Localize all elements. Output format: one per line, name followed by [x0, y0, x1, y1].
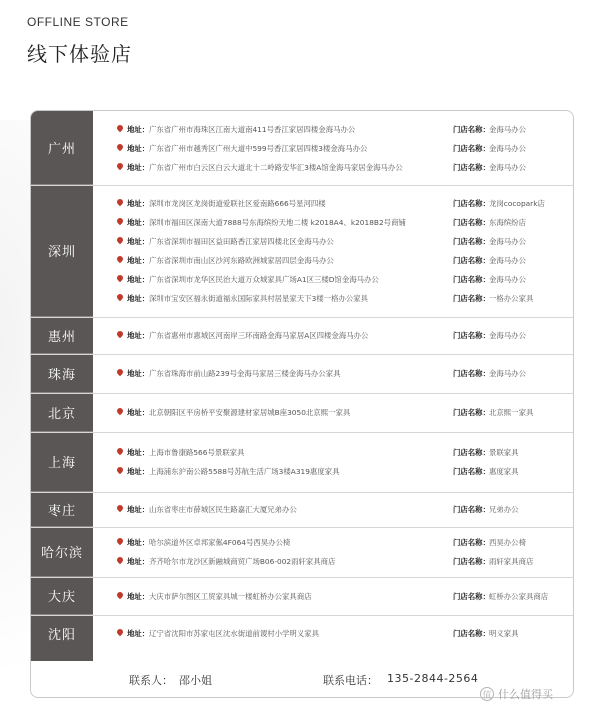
- address-label: 地址：: [127, 331, 150, 340]
- shop-name: 西昊办公椅: [489, 538, 526, 547]
- store-entries: [93, 317, 573, 354]
- shop-name: 金海马办公: [489, 124, 526, 134]
- store-entry: [93, 289, 573, 308]
- store-entries: [93, 111, 573, 185]
- store-list-card: [30, 110, 574, 698]
- shop-name-label: 门店名称：: [453, 218, 490, 227]
- phone-number[interactable]: 135-2844-2564: [387, 672, 479, 685]
- shop-name: 景联家具: [489, 448, 519, 457]
- address-label: 地址：: [127, 256, 150, 265]
- store-entry: [93, 533, 573, 552]
- store-entry: [93, 213, 573, 232]
- address-label: 地址：: [127, 369, 150, 378]
- address-label: 地址：: [127, 408, 150, 417]
- address-label: 地址：: [127, 538, 150, 547]
- shop-name-label: 门店名称：: [453, 162, 490, 172]
- store-entries: [93, 185, 573, 317]
- store-entries: [93, 354, 573, 393]
- address-label: 地址：: [127, 199, 150, 208]
- store-address: 深圳市宝安区福永街道福永国际家具村居星家天下3楼一格办公家具: [149, 294, 369, 303]
- store-address: 上海浦东沪南公路5588号苏航生活广场3楼A319惠度家具: [149, 467, 340, 476]
- store-entries: [93, 432, 573, 492]
- region-row: [31, 185, 573, 318]
- store-address: 上海市鲁康路566号景联家具: [149, 448, 245, 457]
- store-entry: [93, 624, 573, 643]
- location-pin-icon: [117, 199, 123, 205]
- location-pin-icon: [117, 408, 123, 414]
- store-entry: [93, 462, 573, 481]
- store-address: 广东省深圳市龙华区民治大道万众城家具广场A1区三楼D馆金海马办公: [149, 275, 379, 284]
- address-label: 地址：: [127, 124, 150, 134]
- shop-name: 惠度家具: [489, 467, 519, 476]
- address-label: 地址：: [127, 218, 150, 227]
- shop-name-label: 门店名称：: [453, 467, 490, 476]
- address-label: 地址：: [127, 294, 150, 303]
- shop-name: 金海马办公: [489, 162, 526, 172]
- header-subtitle: OFFLINE STORE: [27, 15, 129, 29]
- city-label: 广州: [31, 111, 93, 185]
- address-label: 地址：: [127, 237, 150, 246]
- region-row: [31, 615, 573, 652]
- store-entry: [93, 120, 573, 139]
- store-entry: [93, 251, 573, 270]
- store-entries: [93, 615, 573, 652]
- address-label: 地址：: [127, 557, 150, 566]
- shop-name-label: 门店名称：: [453, 294, 490, 303]
- address-label: 地址：: [127, 448, 150, 457]
- location-pin-icon: [117, 369, 123, 375]
- contact-name: 邵小姐: [179, 674, 212, 687]
- address-label: 地址：: [127, 505, 150, 514]
- shop-name: 一格办公家具: [489, 294, 534, 303]
- location-pin-icon: [117, 505, 123, 511]
- shop-name-label: 门店名称：: [453, 237, 490, 246]
- store-address: 深圳市龙岗区龙岗街道爱联社区爱南路666号星河四楼: [149, 199, 326, 208]
- city-label: 枣庄: [31, 492, 93, 527]
- shop-name-label: 门店名称：: [453, 275, 490, 284]
- shop-name: 明义家具: [489, 629, 519, 638]
- store-address: 齐齐哈尔市龙沙区新融城商贸广场B06-002雨轩家具商店: [149, 557, 336, 566]
- shop-name-label: 门店名称：: [453, 557, 490, 566]
- store-entry: [93, 194, 573, 213]
- shop-name-label: 门店名称：: [453, 505, 490, 514]
- store-address: 广东省惠州市惠城区河南岸三环南路金海马家居A区四楼金海马办公: [149, 331, 369, 340]
- shop-name: 金海马办公: [489, 237, 526, 246]
- shop-name: 金海马办公: [489, 256, 526, 265]
- store-address: 辽宁省沈阳市苏家屯区沈水街道前谡村小学明义家具: [149, 629, 319, 638]
- shop-name: 金海马办公: [489, 369, 526, 378]
- shop-name: 雨轩家具商店: [489, 557, 534, 566]
- shop-name-label: 门店名称：: [453, 629, 490, 638]
- address-label: 地址：: [127, 629, 150, 638]
- region-row: [31, 492, 573, 528]
- location-pin-icon: [117, 557, 123, 563]
- city-label: 上海: [31, 432, 93, 492]
- region-row: [31, 317, 573, 355]
- shop-name: 兄弟办公: [489, 505, 519, 514]
- shop-name-label: 门店名称：: [453, 199, 490, 208]
- shop-name-label: 门店名称：: [453, 124, 490, 134]
- store-address: 大庆市萨尔图区工贸家具城一楼虹桥办公家具商店: [149, 591, 312, 601]
- phone-label: 联系电话：: [323, 674, 378, 687]
- location-pin-icon: [117, 294, 123, 300]
- address-label: 地址：: [127, 162, 150, 172]
- shop-name-label: 门店名称：: [453, 448, 490, 457]
- shop-name-label: 门店名称：: [453, 331, 490, 340]
- region-row: [31, 527, 573, 578]
- location-pin-icon: [117, 331, 123, 337]
- address-label: 地址：: [127, 275, 150, 284]
- city-label: 珠海: [31, 354, 93, 393]
- location-pin-icon: [117, 144, 123, 150]
- store-address: 广东省深圳市福田区益田路香江家居四楼北区金海马办公: [149, 237, 334, 246]
- shop-name: 虹桥办公家具商店: [489, 591, 549, 601]
- store-address: 广东省珠海市前山路239号金海马家居三楼金海马办公家具: [149, 369, 341, 378]
- store-entries: [93, 527, 573, 577]
- store-entry: [93, 443, 573, 462]
- store-address: 广东省深圳市南山区沙河东路欧洲城家居四层金海马办公: [149, 256, 334, 265]
- store-entries: [93, 393, 573, 432]
- location-pin-icon: [117, 275, 123, 281]
- store-entry: [93, 158, 573, 177]
- city-label: 大庆: [31, 577, 93, 615]
- store-entry: [93, 587, 573, 606]
- store-entry: [93, 500, 573, 519]
- store-address: 山东省枣庄市薛城区民生路嘉汇大厦兄弟办公: [149, 505, 297, 514]
- store-address: 哈尔滨道外区卓邦家俬4F064号西昊办公椅: [149, 538, 291, 547]
- shop-name-label: 门店名称：: [453, 408, 490, 417]
- address-label: 地址：: [127, 467, 150, 476]
- store-entry: [93, 552, 573, 571]
- store-address: 北京朝阳区平房桥平安聚源建材家居城B座3050北京熙一家具: [149, 408, 351, 417]
- region-row: [31, 432, 573, 493]
- location-pin-icon: [117, 592, 123, 598]
- store-entry: [93, 403, 573, 422]
- watermark: [480, 686, 553, 702]
- shop-name-label: 门店名称：: [453, 538, 490, 547]
- city-label: 深圳: [31, 185, 93, 317]
- city-label: 沈阳: [47, 628, 76, 643]
- location-pin-icon: [117, 256, 123, 262]
- address-label: 地址：: [127, 591, 150, 601]
- store-entry: [93, 270, 573, 289]
- shop-name: 北京熙一家具: [489, 408, 534, 417]
- page-title: 线下体验店: [27, 42, 132, 66]
- shop-name: 东海缤纷店: [489, 218, 526, 227]
- shop-name: 金海马办公: [489, 143, 526, 153]
- store-address: 广东省广州市海珠区江南大道南411号香江家居四楼金海马办公: [149, 124, 356, 134]
- store-address: 广东省广州市越秀区广州大道中599号香江家居四楼3楼金海马办公: [149, 143, 368, 153]
- location-pin-icon: [117, 538, 123, 544]
- store-entry: [93, 232, 573, 251]
- region-row: [31, 577, 573, 616]
- shop-name-label: 门店名称：: [453, 143, 490, 153]
- location-pin-icon: [117, 467, 123, 473]
- shop-name: 金海马办公: [489, 331, 526, 340]
- region-row: [31, 111, 573, 186]
- shop-name-label: 门店名称：: [453, 591, 490, 601]
- zhi-logo-icon: 值: [480, 687, 494, 701]
- address-label: 地址：: [127, 143, 150, 153]
- store-entry: [93, 326, 573, 345]
- shop-name: 龙岗cocopark店: [489, 199, 545, 208]
- city-label: 北京: [31, 393, 93, 432]
- city-label: 哈尔滨: [31, 527, 93, 577]
- store-entries: [93, 492, 573, 527]
- store-entries: [93, 577, 573, 615]
- region-row: [31, 393, 573, 433]
- store-entry: [93, 139, 573, 158]
- location-pin-icon: [117, 237, 123, 243]
- city-label: 惠州: [31, 317, 93, 354]
- location-pin-icon: [117, 163, 123, 169]
- region-row: [31, 354, 573, 394]
- watermark-text: 什么值得买: [498, 688, 553, 701]
- store-address: 广东省广州市白云区白云大道北十二岭路安华汇3楼A馆金海马家居金海马办公: [149, 162, 403, 172]
- location-pin-icon: [117, 218, 123, 224]
- contact-label: 联系人：: [129, 674, 173, 687]
- store-entry: [93, 364, 573, 383]
- shop-name-label: 门店名称：: [453, 256, 490, 265]
- shop-name: 金海马办公: [489, 275, 526, 284]
- location-pin-icon: [117, 629, 123, 635]
- shop-name-label: 门店名称：: [453, 369, 490, 378]
- location-pin-icon: [117, 448, 123, 454]
- location-pin-icon: [117, 125, 123, 131]
- store-address: 深圳市福田区深南大道7888号东海缤纷天地二楼 k2018A4、k2018B2号商铺: [149, 218, 406, 227]
